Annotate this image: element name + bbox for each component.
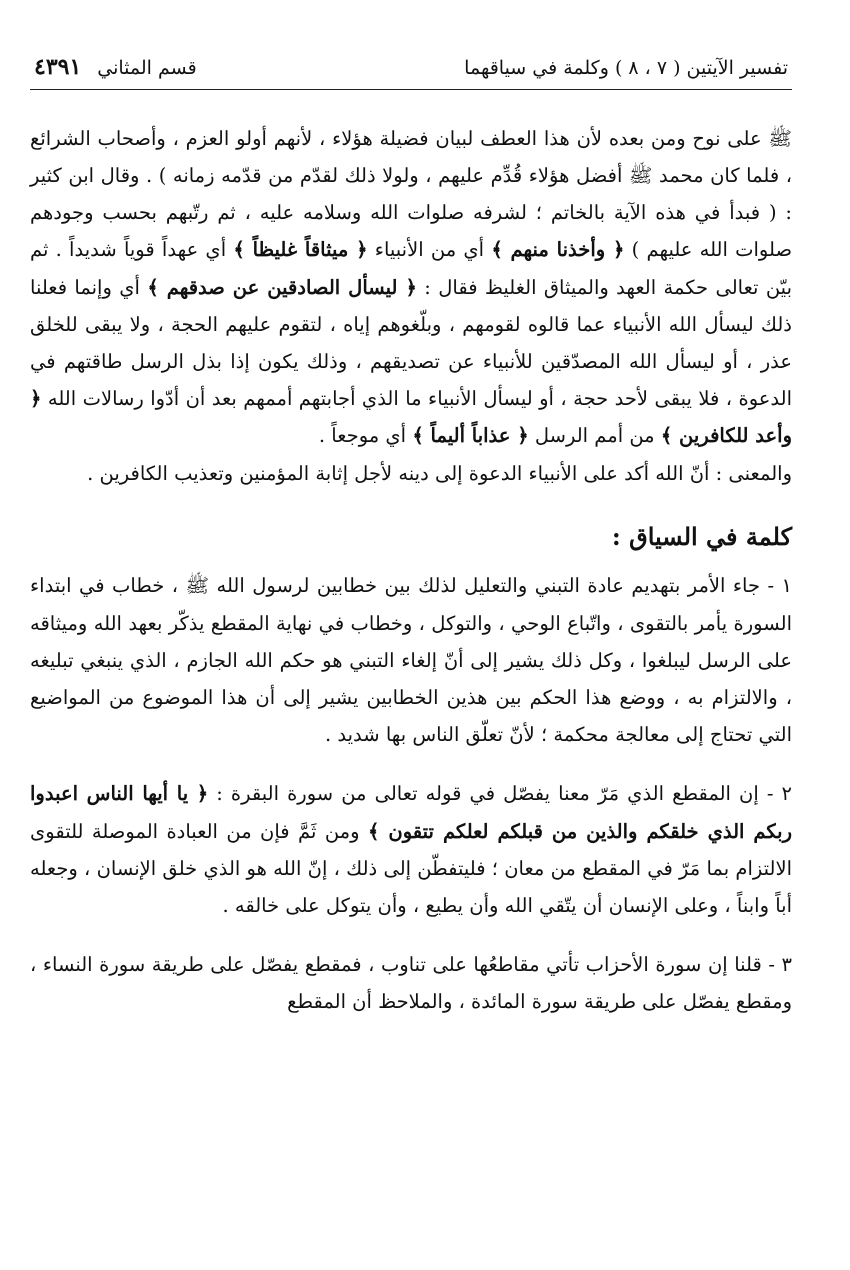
- point-3: ٣ - قلنا إن سورة الأحزاب تأتي مقاطعُها على تناوب ، فمقطع يفصّل على طريقة سورة النساء ، ومقطع يفصّل على طريقة سورة المائدة ، والملاحظ أن المقطع: [30, 953, 792, 1014]
- intro-text-6: أي موجعاً .: [318, 424, 407, 448]
- point-2-verse: ﴿ يا أيها الناس اعبدوا ربكم الذي خلقكم والذين من قبلكم لعلكم تتقون ﴾: [30, 782, 793, 843]
- section-heading: كلمة في السياق :: [611, 521, 792, 551]
- page-number: ٤٣٩١: [34, 54, 82, 80]
- point-1: ١ - جاء الأمر بتهديم عادة التبني والتعليل لذلك بين خطابين لرسول الله ﷺ ، خطاب في ابتداء السورة يأمر بالتقوى ، واتّباع الوحي ، والتوكل ، وخطاب في نهاية المقطع يذكّر بعهد الله وميثاقه على الرسل ليبلغوا ، وكل ذلك يشير إلى أنّ إلغاء التبني هو حكم الله الجازم ، الذي ينبغي تبليغه ، والالتزام به ، ووضع هذا الحكم بين هذين الخطابين يشير إلى أن هذا الموضوع من المواضيع التي تحتاج إلى معالجة محكمة ؛ لأنّ تعلّق الناس بها شديد .: [30, 574, 792, 747]
- section-label: قسم المثاني: [97, 57, 197, 79]
- verse-2: ﴿ ميثاقاً غليظاً ﴾: [233, 238, 368, 262]
- verse-3: ﴿ ليسأل الصادقين عن صدقهم ﴾: [147, 275, 417, 299]
- intro-text-3: أي عهداً قوياً شديداً . ثم بيّن تعالى حكمة العهد والميثاق الغليظ فقال :: [30, 238, 792, 299]
- point-2: [30, 775, 792, 924]
- header-meta: [34, 52, 197, 83]
- meaning-paragraph: والمعنى : أنّ الله أكد على الأنبياء الدعوة إلى دينه لأجل إثابة المؤمنين وتعذيب الكافرين .: [87, 461, 792, 485]
- intro-text-5: من أمم الرسل: [534, 424, 655, 448]
- chapter-title: تفسير الآيتين ( ٧ ، ٨ ) وكلمة في سياقهما: [464, 57, 788, 79]
- running-header: [30, 52, 792, 90]
- intro-text-4: أي وإنما فعلنا ذلك ليسأل الله الأنبياء عما قالوه لقومهم ، وبلّغوهم إياه ، لتقوم عليهم الحجة ، ولا يبقى للخلق عذر ، أو ليسأل الله المصدّقين للأنبياء عن تصديقهم ، وذلك يكون إذا بذل الرسل طاقتهم في الدعوة ، فلا يبقى لأحد حجة ، أو ليسأل الأنبياء ما الذي أجابتهم أممهم بعد أن أدّوا رسالات الله: [30, 275, 793, 411]
- intro-text-1: ﷺ على نوح ومن بعده لأن هذا العطف لبيان فضيلة هؤلاء ، لأنهم أولو العزم ، وأصحاب الشرائع ، فلما كان محمد ﷺ أفضل هؤلاء قُدِّم عليهم ، ولولا ذلك لقدّم من قدّمه زمانه ) . وقال ابن كثير : ( فبدأ في هذه الآية بالخاتم ؛ لشرفه صلوات الله وسلامه عليه ، ثم رتّبهم بحسب وجودهم صلوات الله عليهم ): [30, 126, 793, 262]
- point-2-text-a: ٢ - إن المقطع الذي مَرّ معنا يفصّل في قوله تعالى من سورة البقرة :: [216, 782, 792, 806]
- intro-text-2: أي من الأنبياء: [374, 238, 485, 262]
- verse-1: ﴿ وأخذنا منهم ﴾: [491, 238, 625, 262]
- verse-5: ﴿ عذاباً أليماً ﴾: [412, 424, 529, 448]
- verse-4: ﴿ وأعد للكافرين ﴾: [30, 387, 792, 448]
- book-page: [30, 52, 792, 1250]
- page-body: [30, 120, 792, 1021]
- intro-paragraph: [30, 120, 792, 455]
- point-2-text-b: ومن ثَمَّ فإن من العبادة الموصلة للتقوى الالتزام بما مَرّ في المقطع من معان ؛ فليتفطّن إلى ذلك ، إنّ الله هو الذي خلق الإنسان ، وجعله أباً وابناً ، وعلى الإنسان أن يتّقي الله وأن يطيع ، وأن يتوكل على خالقه .: [30, 819, 792, 918]
